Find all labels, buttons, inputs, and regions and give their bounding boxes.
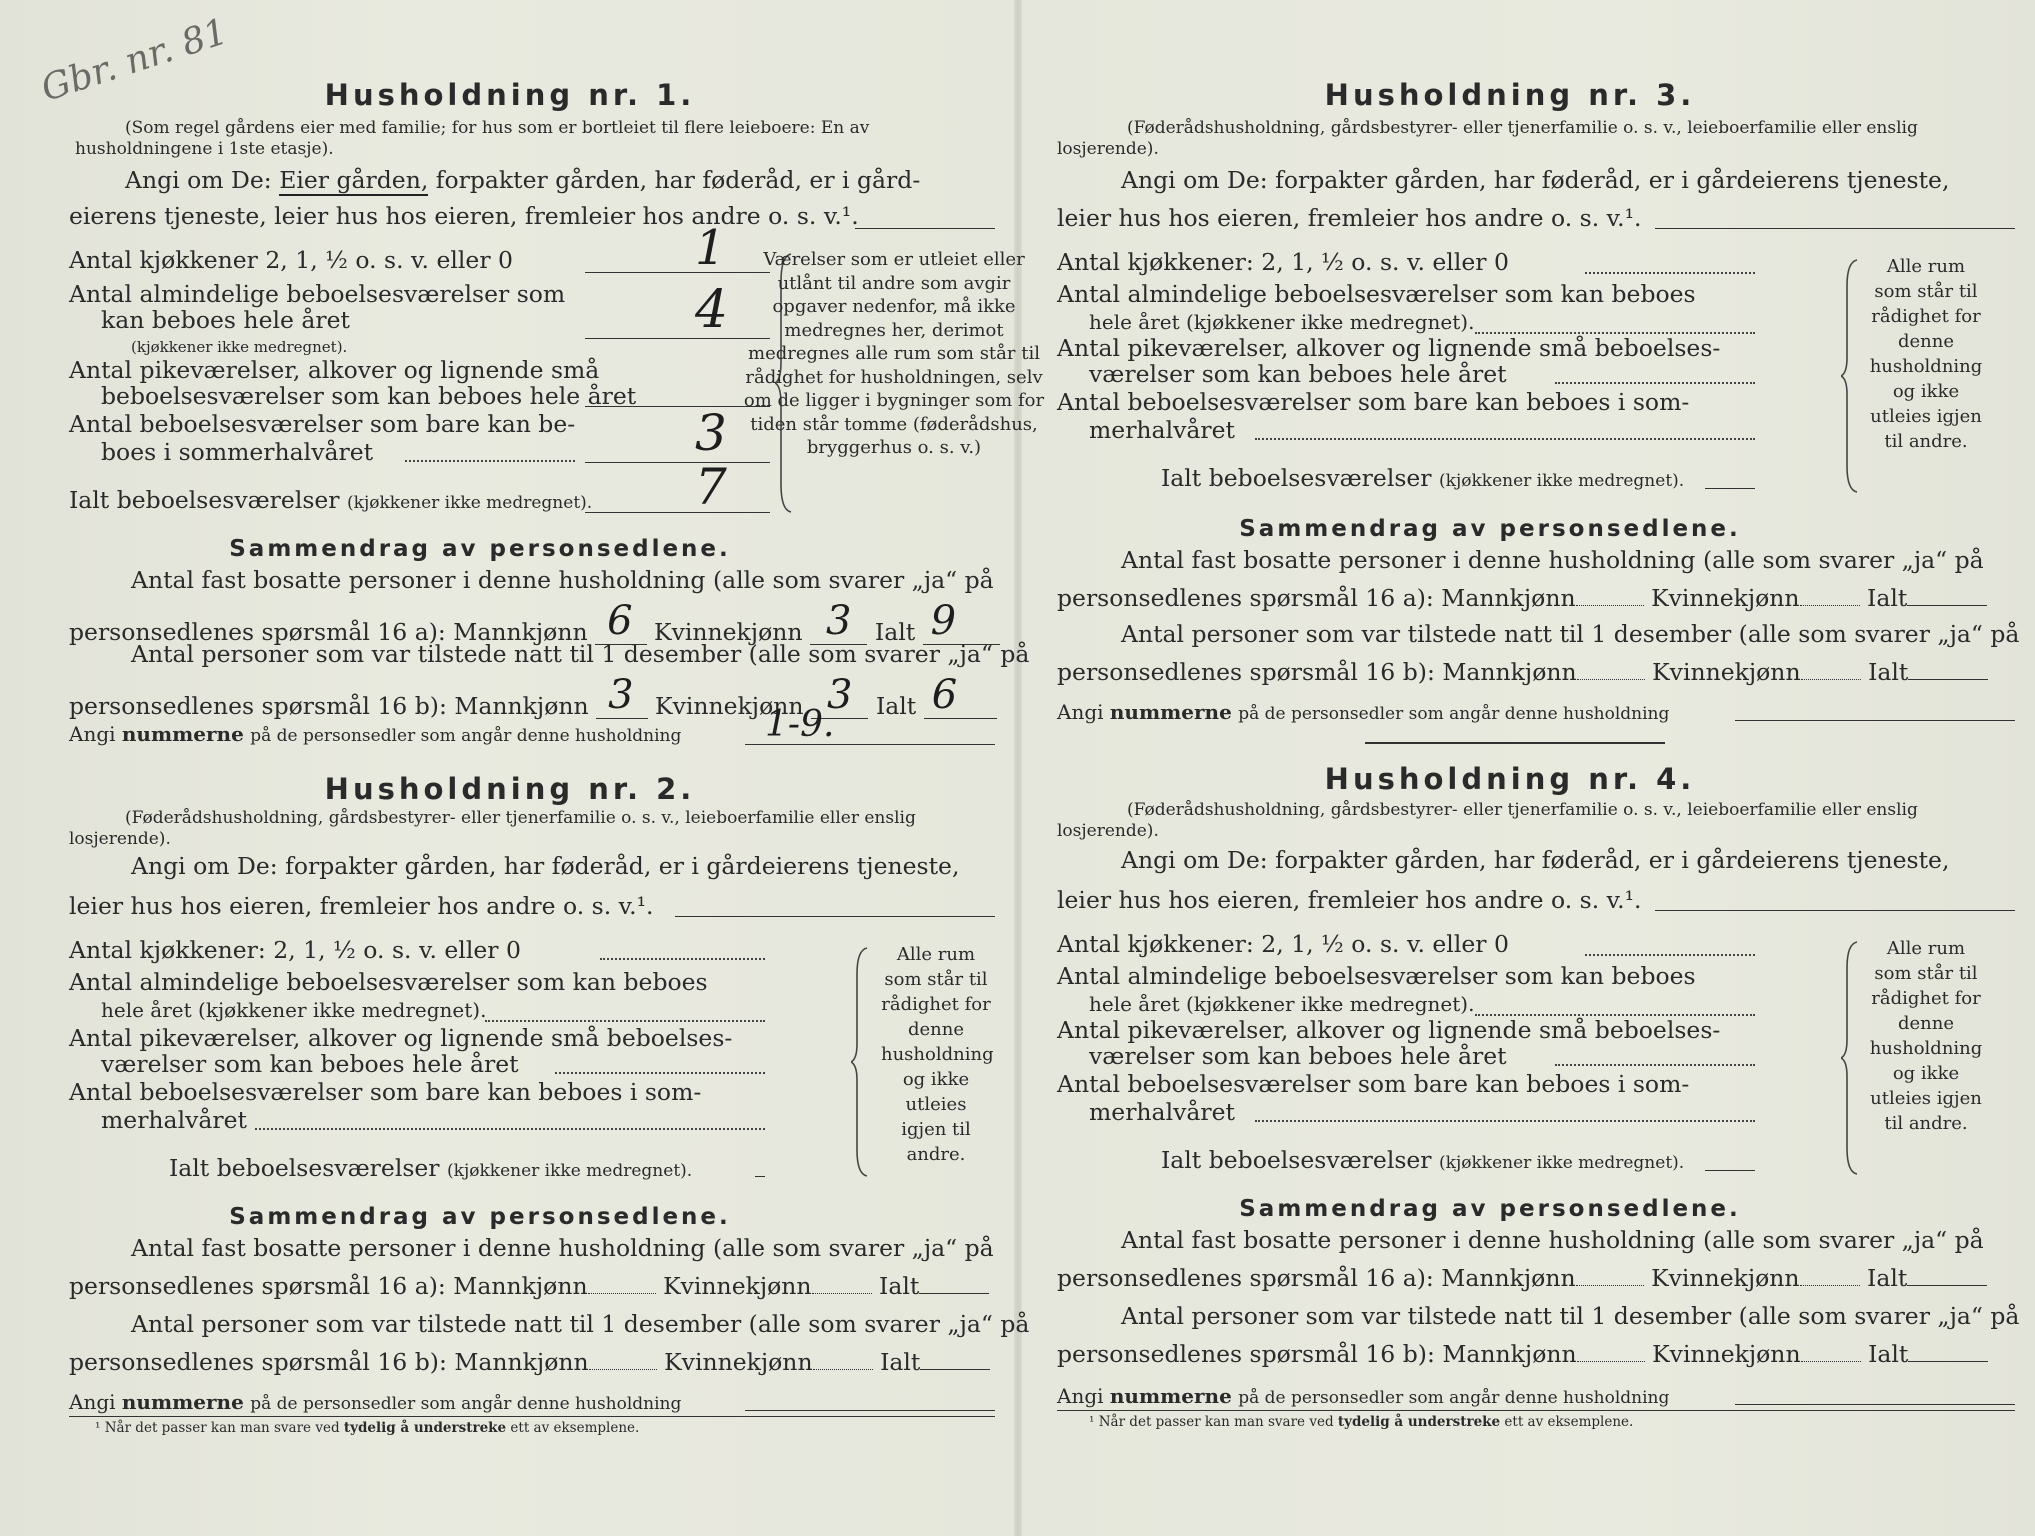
h2-numbers-rest: på de personsedler som angår denne husholdning	[250, 1394, 682, 1414]
h4-numbers-answer-line	[1735, 1404, 2015, 1405]
h2-fast-kvinne-blank	[812, 1293, 872, 1294]
margin-note: Gbr. nr. 81	[36, 11, 233, 110]
household-2-angi-line-2: leier hus hos eieren, fremleier hos andre o. s. v.¹.	[69, 892, 654, 920]
right-half	[1055, 0, 2020, 1536]
h4-sommer-label-2: merhalvåret	[1089, 1098, 1235, 1126]
h3-sommer-label-1: Antal beboelsesværelser som bare kan beboes i som-	[1057, 388, 1690, 416]
h2-tilst-ialt-blank	[920, 1369, 990, 1370]
h2-footnote	[95, 1420, 639, 1436]
ialt-rooms-text: Ialt beboelsesværelser	[69, 486, 340, 514]
h3-ialt-rooms-text: Ialt beboelsesværelser	[1161, 464, 1432, 492]
h4-pike-label-1: Antal pikeværelser, alkover og lignende små beboelses-	[1057, 1016, 1721, 1044]
h4-pike-dots	[1555, 1064, 1755, 1066]
h4-kitchens-dots	[1585, 954, 1755, 956]
h3-numbers-bold: nummerne	[1109, 700, 1232, 724]
h2-tilst-kvinne-blank	[813, 1369, 873, 1370]
household-1-title: Husholdning nr. 1.	[324, 78, 696, 112]
h2-pike-label-2: værelser som kan beboes hele året	[101, 1050, 519, 1078]
angi-rest: forpakter gården, har føderåd, er i gård-	[435, 166, 921, 194]
h4-numbers-line	[1057, 1384, 1669, 1408]
h4-ialt-answer-line	[1705, 1170, 1755, 1171]
h3-sommer-dots	[1255, 438, 1755, 440]
h2-side-brace	[851, 946, 873, 1178]
h2-ialt-rooms	[169, 1154, 692, 1182]
h2-ialt-answer-line	[755, 1176, 765, 1177]
sommer-label-1: Antal beboelsesværelser som bare kan be-	[69, 410, 576, 438]
h2-tilst-line-1: Antal personer som var tilstede natt til 1 desember (alle som svarer „ja“ på	[131, 1310, 1030, 1338]
h4-footnote-bold: tydelig å understreke	[1337, 1414, 1501, 1430]
h3-summary-title: Sammendrag av personsedlene.	[1239, 516, 1741, 542]
household-2-note: (Føderådshusholdning, gårdsbestyrer- eller tjenerfamilie o. s. v., leieboerfamilie eller enslig losjerende).	[69, 808, 916, 849]
h2-tilst-line-2	[69, 1348, 990, 1376]
h3-fast-line-1: Antal fast bosatte personer i denne husholdning (alle som svarer „ja“ på	[1121, 546, 1984, 574]
h2-ialt-rooms-text: Ialt beboelsesværelser	[169, 1154, 440, 1182]
h2-fast-ialt-label: Ialt	[879, 1272, 920, 1300]
angi-prefix: Angi om De:	[125, 166, 272, 194]
alm-value: 4	[695, 280, 729, 340]
h4-fast-mann-blank	[1576, 1285, 1644, 1286]
h4-fast-kvinne-label: Kvinnekjønn	[1651, 1264, 1800, 1292]
h2-kitchens-label: Antal kjøkkener: 2, 1, ½ o. s. v. eller 0	[69, 936, 521, 964]
h4-tilst-mann-blank	[1577, 1361, 1645, 1362]
h2-footnote-a: ¹ Når det passer kan man svare ved	[95, 1420, 340, 1436]
h4-footnote	[1089, 1414, 1633, 1430]
h2-tilst-kvinne-label: Kvinnekjønn	[664, 1348, 813, 1376]
h3-fast-kvinne-blank	[1800, 605, 1860, 606]
h3-alm-label-1: Antal almindelige beboelsesværelser som kan beboes	[1057, 280, 1696, 308]
h3-tilst-mann-blank	[1577, 679, 1645, 680]
h3-numbers-rest: på de personsedler som angår denne husholdning	[1238, 704, 1670, 724]
h3-fast-ialt-label: Ialt	[1867, 584, 1908, 612]
tilst-line-2	[69, 672, 997, 724]
tilst-mann-value: 3	[596, 672, 647, 719]
fast-kvinne-label: Kvinnekjønn	[654, 618, 803, 646]
numbers-bold: nummerne	[121, 722, 244, 746]
fast-ialt-value: 9	[923, 598, 1000, 645]
sommer-value: 3	[695, 404, 727, 462]
household-1-note: (Som regel gårdens eier med familie; for hus som er bortleiet til flere leieboere: En av husholdningene i 1ste etasje).	[75, 118, 870, 159]
h3-tilst-mann-label: personsedlenes spørsmål 16 b): Mannkjønn	[1057, 658, 1577, 686]
h3-side-brace	[1841, 258, 1863, 494]
household-1-summary-title: Sammendrag av personsedlene.	[229, 536, 731, 562]
h4-alm-label-2: hele året (kjøkkener ikke medregnet).	[1089, 992, 1475, 1016]
h2-fast-kvinne-label: Kvinnekjønn	[663, 1272, 812, 1300]
h4-fast-line-1: Antal fast bosatte personer i denne husholdning (alle som svarer „ja“ på	[1121, 1226, 1984, 1254]
sommer-answer-line	[585, 462, 770, 463]
fast-mann-label: personsedlenes spørsmål 16 a): Mannkjønn	[69, 618, 588, 646]
h4-tilst-mann-label: personsedlenes spørsmål 16 b): Mannkjønn	[1057, 1340, 1577, 1368]
h4-fast-mann-label: personsedlenes spørsmål 16 a): Mannkjønn	[1057, 1264, 1576, 1292]
household-4-title: Husholdning nr. 4.	[1324, 762, 1696, 796]
h3-ialt-rooms-paren: (kjøkkener ikke medregnet).	[1439, 471, 1685, 491]
tilst-ialt-label: Ialt	[875, 692, 917, 720]
h4-tilst-line-2	[1057, 1340, 1988, 1368]
fast-kvinne-value: 3	[810, 598, 867, 645]
alm-label-3: (kjøkkener ikke medregnet).	[131, 338, 348, 356]
h4-fast-line-2	[1057, 1264, 1987, 1292]
h2-fast-line-1: Antal fast bosatte personer i denne husholdning (alle som svarer „ja“ på	[131, 1234, 994, 1262]
h3-fast-line-2	[1057, 584, 1987, 612]
h2-numbers-answer-line	[745, 1410, 995, 1411]
household-3-note: (Føderådshusholdning, gårdsbestyrer- eller tjenerfamilie o. s. v., leieboerfamilie eller enslig losjerende).	[1057, 118, 1918, 159]
alm-label-2: kan beboes hele året	[101, 306, 350, 334]
h2-alm-label-1: Antal almindelige beboelsesværelser som kan beboes	[69, 968, 708, 996]
h3-pike-label-2: værelser som kan beboes hele året	[1089, 360, 1507, 388]
h3-tilst-line-1: Antal personer som var tilstede natt til 1 desember (alle som svarer „ja“ på	[1121, 620, 2020, 648]
h4-side-note: Alle rum som står til rådighet for denne husholdning og ikke utleies igjen til andre.	[1869, 938, 1983, 1134]
h2-tilst-mann-blank	[589, 1369, 657, 1370]
tilst-mann-label: personsedlenes spørsmål 16 b): Mannkjønn	[69, 692, 589, 720]
h2-kitchens-dots	[600, 958, 765, 960]
h4-alm-label-1: Antal almindelige beboelsesværelser som kan beboes	[1057, 962, 1696, 990]
pike-label-1: Antal pikeværelser, alkover og lignende små	[69, 356, 600, 384]
h4-pike-label-2: værelser som kan beboes hele året	[1089, 1042, 1507, 1070]
h2-numbers-line	[69, 1390, 681, 1414]
sommer-dots	[405, 460, 575, 462]
fast-line-1: Antal fast bosatte personer i denne husholdning (alle som svarer „ja“ på	[131, 566, 994, 594]
h3-numbers-answer-line	[1735, 720, 2015, 721]
ialt-rooms-answer-line	[585, 512, 770, 513]
ialt-rooms-value: 7	[695, 458, 727, 516]
h3-alm-label-2: hele året (kjøkkener ikke medregnet).	[1089, 310, 1475, 334]
angi-answer-line	[855, 228, 995, 229]
household-3-angi-line-1: Angi om De: forpakter gården, har føderåd, er i gårdeierens tjeneste,	[1121, 166, 1950, 194]
h3-sommer-label-2: merhalvåret	[1089, 416, 1235, 444]
h3-ialt-rooms	[1161, 464, 1684, 492]
numbers-prefix: Angi	[69, 722, 116, 746]
h2-fast-ialt-blank	[919, 1293, 989, 1294]
household-3-angi-line-2: leier hus hos eieren, fremleier hos andre o. s. v.¹.	[1057, 204, 1642, 232]
h4-tilst-ialt-blank	[1908, 1361, 1988, 1362]
h2-tilst-mann-label: personsedlenes spørsmål 16 b): Mannkjønn	[69, 1348, 589, 1376]
pike-label-2: beboelsesværelser som kan beboes hele året	[101, 382, 637, 410]
household-4-angi-line-1: Angi om De: forpakter gården, har føderåd, er i gårdeierens tjeneste,	[1121, 846, 1950, 874]
h4-fast-kvinne-blank	[1800, 1285, 1860, 1286]
h2-side-note: Alle rum som står til rådighet for denne husholdning og ikke utleies igjen til andre.	[881, 944, 994, 1165]
h4-numbers-bold: nummerne	[1109, 1384, 1232, 1408]
h2-summary-title: Sammendrag av personsedlene.	[229, 1204, 731, 1230]
fast-mann-value: 6	[595, 598, 646, 645]
h2-ialt-rooms-paren: (kjøkkener ikke medregnet).	[447, 1161, 693, 1181]
h2-fast-mann-blank	[588, 1293, 656, 1294]
h3-tilst-line-2	[1057, 658, 1988, 686]
h2-sommer-label-2: merhalvåret	[101, 1106, 247, 1134]
h2-alm-label-2: hele året (kjøkkener ikke medregnet).	[101, 998, 487, 1022]
h3-pike-dots	[1555, 382, 1755, 384]
h4-side-brace	[1841, 940, 1863, 1176]
h3-fast-kvinne-label: Kvinnekjønn	[1651, 584, 1800, 612]
h4-ialt-rooms-text: Ialt beboelsesværelser	[1161, 1146, 1432, 1174]
household-1-side-note: Værelser som er utleiet eller utlånt til andre som avgir opgaver nedenfor, må ikke medregnes her, derimot medregnes alle rum som står til rådighet for husholdningen, selv om de ligger i bygninger som for tiden står tomme (føderådshus, bryggerhus o. s. v.)	[743, 249, 1045, 458]
h2-sommer-label-1: Antal beboelsesværelser som bare kan beboes i som-	[69, 1078, 702, 1106]
h3-tilst-kvinne-label: Kvinnekjønn	[1652, 658, 1801, 686]
h2-fast-line-2	[69, 1272, 989, 1300]
numbers-rest: på de personsedler som angår denne husholdning	[250, 726, 682, 746]
h4-footnote-c: ett av eksemplene.	[1504, 1414, 1634, 1430]
h3-tilst-ialt-label: Ialt	[1868, 658, 1909, 686]
h3-kitchens-dots	[1585, 272, 1755, 274]
h4-ialt-rooms	[1161, 1146, 1684, 1174]
h2-numbers-prefix: Angi	[69, 1390, 116, 1414]
tilst-line-1: Antal personer som var tilstede natt til 1 desember (alle som svarer „ja“ på	[131, 640, 1030, 668]
h4-tilst-kvinne-blank	[1801, 1361, 1861, 1362]
household-2-angi-line-1: Angi om De: forpakter gården, har føderåd, er i gårdeierens tjeneste,	[131, 852, 960, 880]
h4-fast-ialt-blank	[1907, 1285, 1987, 1286]
household-2-title: Husholdning nr. 2.	[324, 772, 696, 806]
h3-tilst-kvinne-blank	[1801, 679, 1861, 680]
h2-sommer-dots	[255, 1128, 765, 1130]
h2-footnote-bold: tydelig å understreke	[343, 1420, 507, 1436]
h4-numbers-rest: på de personsedler som angår denne husholdning	[1238, 1388, 1670, 1408]
h3-pike-label-1: Antal pikeværelser, alkover og lignende små beboelses-	[1057, 334, 1721, 362]
h2-alm-dots	[485, 1020, 765, 1022]
alm-label-1: Antal almindelige beboelsesværelser som	[69, 280, 566, 308]
tilst-kvinne-label: Kvinnekjønn	[655, 692, 804, 720]
kitchens-label: Antal kjøkkener 2, 1, ½ o. s. v. eller 0	[69, 246, 513, 274]
angi-underlined-option: Eier gården,	[279, 166, 429, 194]
ialt-rooms-label	[69, 486, 592, 514]
h2-pike-label-1: Antal pikeværelser, alkover og lignende små beboelses-	[69, 1024, 733, 1052]
h3-fast-mann-blank	[1576, 605, 1644, 606]
h4-angi-answer-line	[1655, 910, 2015, 911]
h4-fast-ialt-label: Ialt	[1867, 1264, 1908, 1292]
h2-fast-mann-label: personsedlenes spørsmål 16 a): Mannkjønn	[69, 1272, 588, 1300]
household-1-angi-line-1	[125, 166, 920, 194]
h4-summary-title: Sammendrag av personsedlene.	[1239, 1196, 1741, 1222]
h3-h4-separator	[1365, 742, 1665, 744]
h4-footnote-rule	[1057, 1410, 2015, 1411]
h3-kitchens-label: Antal kjøkkener: 2, 1, ½ o. s. v. eller 0	[1057, 248, 1509, 276]
tilst-ialt-value: 6	[924, 672, 997, 719]
h4-numbers-prefix: Angi	[1057, 1384, 1104, 1408]
h2-numbers-bold: nummerne	[121, 1390, 244, 1414]
household-3-title: Husholdning nr. 3.	[1324, 78, 1696, 112]
h3-fast-ialt-blank	[1907, 605, 1987, 606]
h4-sommer-dots	[1255, 1120, 1755, 1122]
h3-fast-mann-label: personsedlenes spørsmål 16 a): Mannkjønn	[1057, 584, 1576, 612]
sommer-label-2: boes i sommerhalvåret	[101, 438, 374, 466]
h3-angi-answer-line	[1655, 228, 2015, 229]
h2-footnote-rule	[69, 1416, 995, 1417]
h3-numbers-line	[1057, 700, 1669, 724]
tilst-kvinne-value: 3	[811, 672, 868, 719]
h3-side-note: Alle rum som står til rådighet for denne husholdning og ikke utleies igjen til andre.	[1869, 256, 1983, 452]
h2-pike-dots	[555, 1072, 765, 1074]
h4-tilst-kvinne-label: Kvinnekjønn	[1652, 1340, 1801, 1368]
h2-angi-answer-line	[675, 916, 995, 917]
fast-ialt-label: Ialt	[874, 618, 916, 646]
kitchens-value: 1	[695, 220, 726, 276]
ialt-rooms-paren: (kjøkkener ikke medregnet).	[347, 493, 593, 513]
h4-ialt-rooms-paren: (kjøkkener ikke medregnet).	[1439, 1153, 1685, 1173]
household-1-angi-line-2: eierens tjeneste, leier hus hos eieren, fremleier hos andre o. s. v.¹.	[69, 202, 859, 230]
h4-tilst-line-1: Antal personer som var tilstede natt til 1 desember (alle som svarer „ja“ på	[1121, 1302, 2020, 1330]
h3-tilst-ialt-blank	[1908, 679, 1988, 680]
h4-sommer-label-1: Antal beboelsesværelser som bare kan beboes i som-	[1057, 1070, 1690, 1098]
h2-footnote-c: ett av eksemplene.	[510, 1420, 640, 1436]
h4-footnote-a: ¹ Når det passer kan man svare ved	[1089, 1414, 1334, 1430]
numbers-value: 1-9.	[765, 704, 835, 745]
h4-kitchens-label: Antal kjøkkener: 2, 1, ½ o. s. v. eller 0	[1057, 930, 1509, 958]
page-fold	[1014, 0, 1022, 1536]
household-4-note: (Føderådshusholdning, gårdsbestyrer- eller tjenerfamilie o. s. v., leieboerfamilie eller enslig losjerende).	[1057, 800, 1918, 841]
left-half	[55, 0, 1045, 1536]
h2-tilst-ialt-label: Ialt	[880, 1348, 921, 1376]
h3-numbers-prefix: Angi	[1057, 700, 1104, 724]
household-4-angi-line-2: leier hus hos eieren, fremleier hos andre o. s. v.¹.	[1057, 886, 1642, 914]
numbers-line	[69, 722, 681, 746]
h3-ialt-answer-line	[1705, 488, 1755, 489]
h4-tilst-ialt-label: Ialt	[1868, 1340, 1909, 1368]
